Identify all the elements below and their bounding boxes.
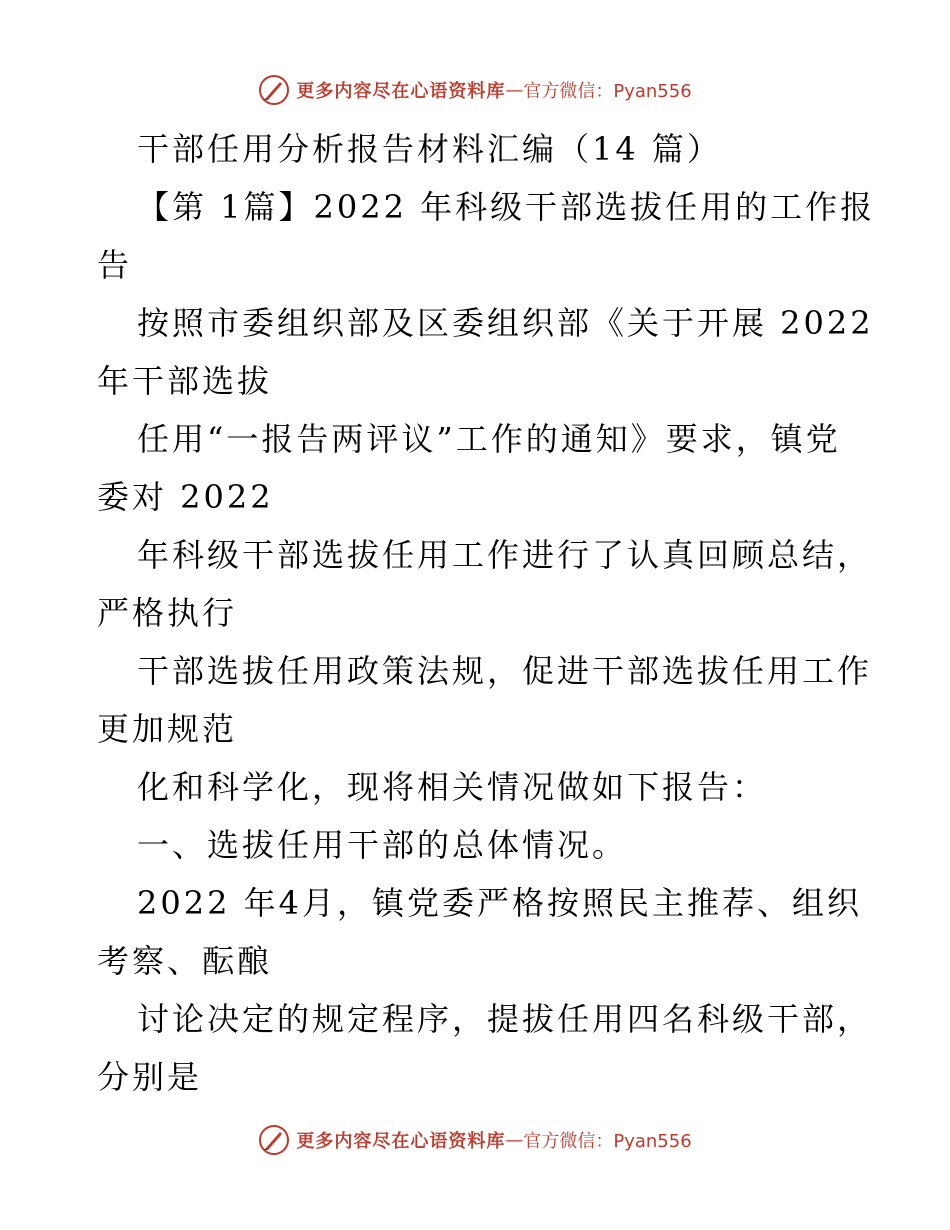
quill-logo-icon	[258, 1124, 290, 1156]
body-line: 按照市委组织部及区委组织部《关于开展 2022	[137, 304, 874, 342]
body-line: 任用“一报告两评议”工作的通知》要求，镇党	[137, 420, 841, 458]
footer-watermark	[0, 1120, 950, 1160]
banner-text: 更多内容尽在心语资料库	[296, 81, 506, 102]
document-title: 干部任用分析报告材料汇编（14 篇）	[137, 130, 722, 168]
body-line: 严格执行	[97, 594, 238, 632]
banner-text: 更多内容尽在心语资料库	[296, 1131, 506, 1152]
body-line: 更加规范	[97, 710, 238, 748]
body-line: 年干部选拔	[97, 362, 273, 400]
banner-separator: —	[505, 79, 524, 101]
body-line: 年科级干部选拔任用工作进行了认真回顾总结，	[137, 536, 873, 574]
header-watermark	[0, 70, 950, 110]
body-line: 化和科学化，现将相关情况做如下报告：	[137, 768, 768, 806]
body-line: 讨论决定的规定程序，提拔任用四名科级干部，	[137, 1000, 873, 1038]
body-line: 委对 2022	[97, 478, 274, 516]
body-line: 干部选拔任用政策法规，促进干部选拔任用工作	[137, 652, 873, 690]
section-heading-cont: 告	[97, 246, 133, 284]
section-heading: 【第 1篇】2022 年科级干部选拔任用的工作报	[137, 188, 876, 226]
banner-separator: —	[505, 1129, 524, 1151]
subsection-heading: 一、选拔任用干部的总体情况。	[137, 826, 628, 864]
quill-logo-icon	[258, 74, 290, 106]
body-line: 考察、酝酿	[97, 942, 273, 980]
document-body	[97, 120, 876, 1106]
banner-contact: 官方微信：Pyan556	[523, 81, 692, 102]
body-line: 分别是	[97, 1058, 203, 1096]
body-line: 2022 年4月，镇党委严格按照民主推荐、组织	[137, 884, 862, 922]
banner-contact: 官方微信：Pyan556	[523, 1131, 692, 1152]
